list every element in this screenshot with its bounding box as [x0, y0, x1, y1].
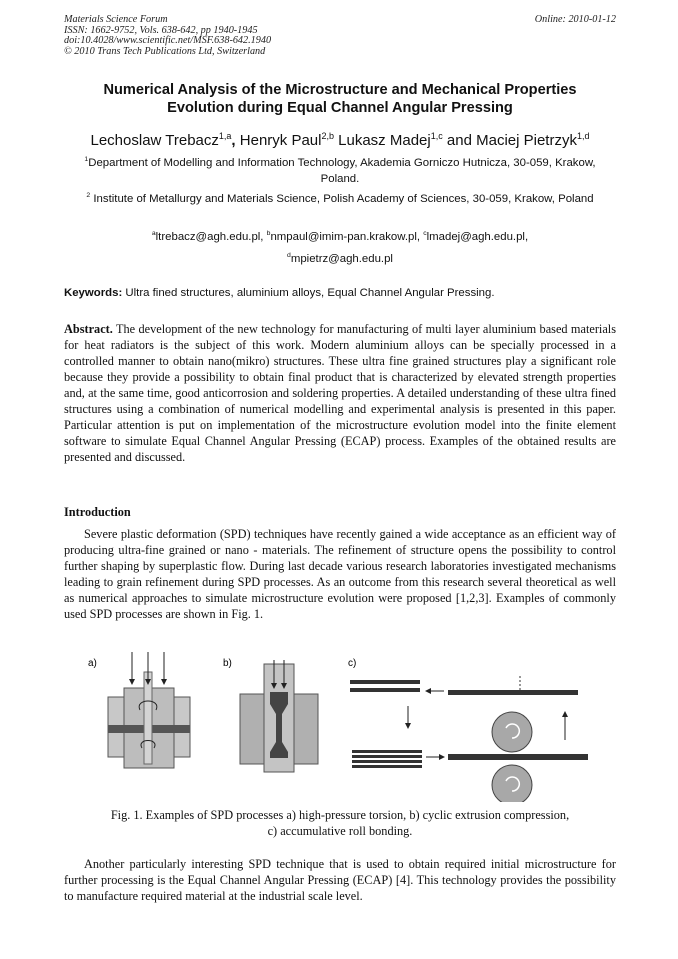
affiliation: $^2$ Institute of Metallurgy and Materials Science, Polish Academy of Sciences, 30-059, Krakow, Poland [86, 192, 594, 205]
figure-spd-processes [80, 652, 600, 802]
journal-header [64, 15, 616, 57]
section-heading: Introduction [64, 505, 131, 519]
doi: doi:10.4028/www.scientific.net/MSF.638-642.1940 [64, 35, 272, 47]
author: Lechoslaw Trebacz [90, 132, 219, 149]
keywords: Keywords: Ultra fined structures, aluminium alloys, Equal Channel Angular Pressing. [64, 287, 495, 299]
figure-caption: Fig. 1. Examples of SPD processes a) high-pressure torsion, b) cyclic extrusion compression, c) accumulative roll bonding. [110, 808, 570, 838]
email-list: $^d$mpietrz@agh.edu.pl [287, 252, 393, 265]
journal-name: Materials Science Forum [64, 14, 168, 25]
online-date: Online: 2010-01-12 [534, 14, 616, 25]
panel-label-b: b) [223, 658, 232, 669]
issn: ISSN: 1662-9752, Vols. 638-642, pp 1940-1945 [64, 24, 258, 36]
affiliation: $^1$Department of Modelling and Information Technology, Akademia Gorniczo Hutnicza, 30-059, Krakow, Poland. [84, 156, 596, 185]
paper-title: Numerical Analysis of the Microstructure and Mechanical Properties Evolution during Equal Channel Angular Pressing [103, 82, 577, 116]
cec-diagram [240, 660, 318, 772]
hpt-diagram [108, 652, 190, 768]
intro-paragraph: Severe plastic deformation (SPD) techniques have recently gained a wide acceptance as an efficient way of producing ultra-fine grained or nano - materials. The refinement of structure opens the possibility to control further shaping by superplastic flow. During last decade various research laboratories investigated mechanisms leading to grain refinement during SPD processes. As an outcome from this research several theoretical as well as numerical approaches to simulate microstructure evolution were proposed [1,2,3]. Examples of commonly used SPD processes are shown in Fig. 1. [64, 527, 616, 621]
intro-paragraph: Another particularly interesting SPD technique that is used to obtain required initial microstructure for further processing is the Equal Channel Angular Pressing (ECAP) [4]. This technology provides the possibility to manufacture required material at the industrial scale level. [64, 857, 616, 903]
author: Maciej Pietrzyk [476, 132, 577, 149]
panel-label-c: c) [348, 658, 357, 669]
panel-label-a: a) [88, 658, 97, 669]
author: Henryk Paul [239, 132, 322, 149]
abstract: Abstract. The development of the new technology for manufacturing of multi layer aluminium based materials for heat radiators is the subject of this work. Modern aluminium alloys can be specially processed in a controlled manner to obtain nano(mikro) structures. These ultra fine grained structures play a significant role because they provide a possibility to obtain final product that is characterized by elevated strength properties and, at the same time, good anticorrosion and soldering properties. A detailed understanding of these ultra fined structures using a combination of numerical modelling and experimental analysis is presented in this paper. Particular attention is put on implementation of the microstructure evolution model into the finite element software to simulate Equal Channel Angular Pressing (ECAP) process. Examples of the obtained results are presented and discussed. [64, 322, 616, 464]
email[interactable]: nmpaul@imim-pan.krakow.pl, [270, 231, 421, 243]
author: Lukasz Madej [338, 132, 431, 149]
email[interactable]: ltrebacz@agh.edu.pl, [155, 231, 264, 243]
email[interactable]: lmadej@agh.edu.pl, [426, 231, 529, 243]
author-list: Lechoslaw Trebacz$^{1,a}$, Henryk Paul$^{2,b}$ Lukasz Madej$^{1,c}$ and Maciej Pietrzyk$^{1,d}$ [90, 131, 590, 149]
email[interactable]: mpietrz@agh.edu.pl [290, 253, 393, 265]
arb-diagram [350, 676, 588, 802]
copyright: © 2010 Trans Tech Publications Ltd, Switzerland [64, 45, 266, 57]
email-list: $^a$ltrebacz@agh.edu.pl, $^b$nmpaul@imim-pan.krakow.pl, $^c$lmadej@agh.edu.pl, [151, 230, 529, 243]
